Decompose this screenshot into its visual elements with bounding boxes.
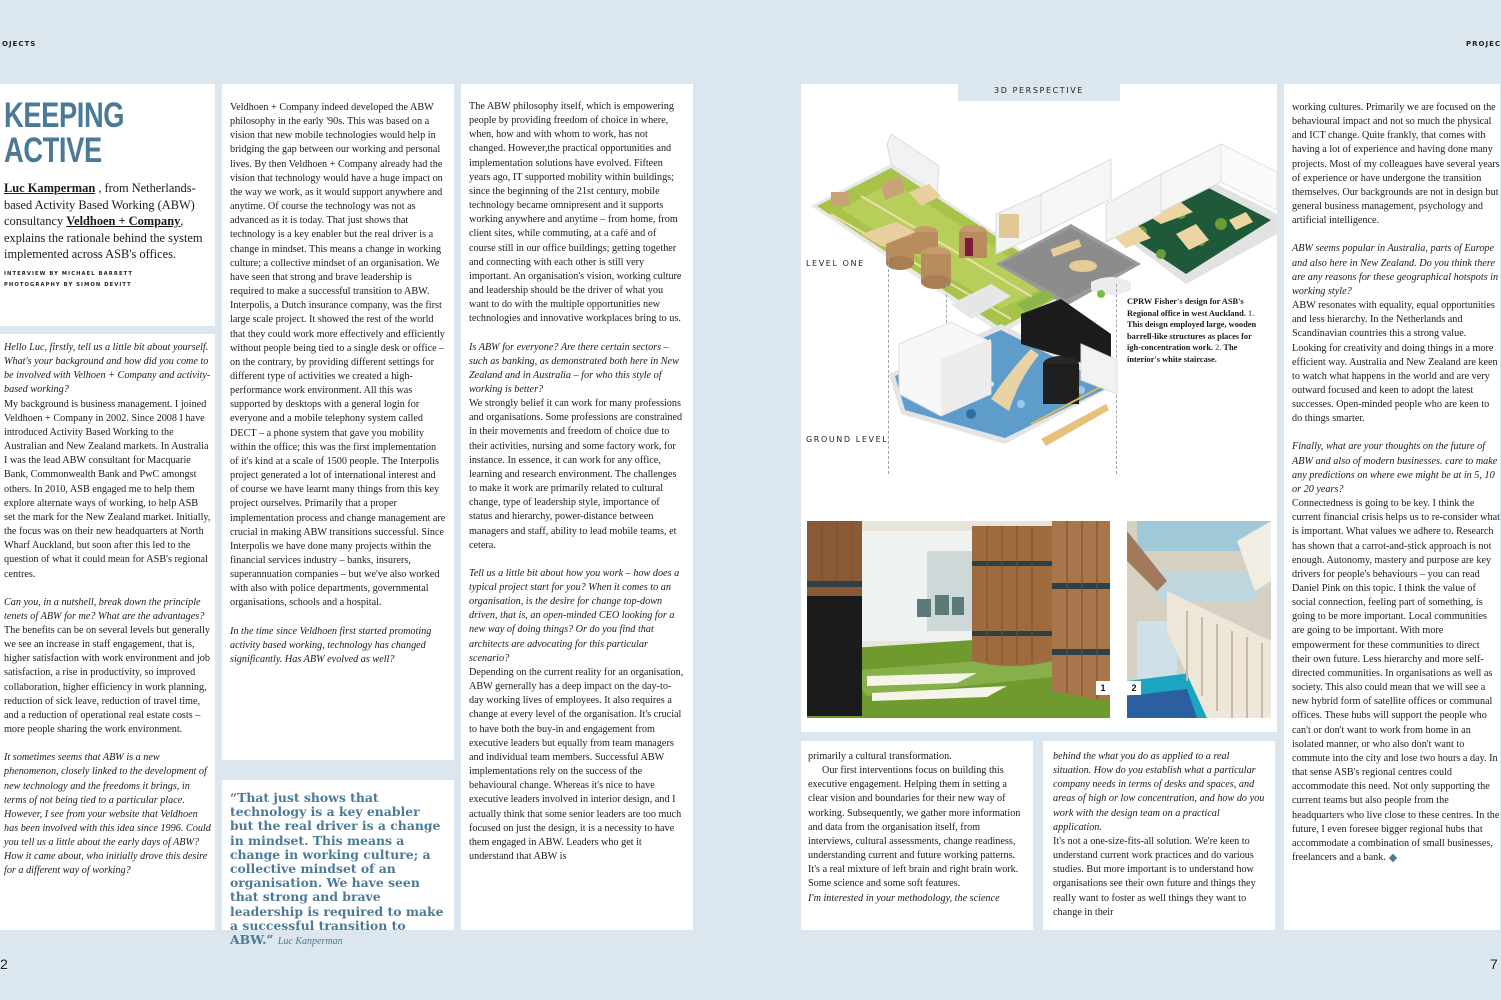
- answer-8: ABW resonates with equality, equal opportunities and less hierarchy. In the Netherlands and Scandinavian countries this a strong value. Looking for creativity and doing things in a more efficient way. Australia and New Zealand are keen to watch what happens in the world and are very outward focused and keen to adopt the latest successes. Open-minded people who are keen to do things smarter.: [1292, 300, 1498, 425]
- photo-2-badge: 2: [1127, 681, 1141, 695]
- question-4: In the time since Veldhoen first started promoting activity based working, technology has changed significantly. Has ABW evolved as well?: [230, 625, 432, 665]
- article-title: [4, 98, 165, 168]
- ground-level-floorplan-illustration: [881, 304, 1121, 494]
- question-3: It sometimes seems that ABW is a new phenomenon, closely linked to the development of new technology and the freedoms it brings, in terms of not being tied to a particular place. However, I see from your website that Veldhoen has been involved with this idea since 1996. Could you tell us a little about the early days of ABW? How it came about, who initially drove this desire for a different way of working?: [4, 752, 211, 877]
- question-1: Hello Luc, firstly, tell us a little bit about yourself. What's your background and how did you come to be involved with Velhoen + Company and activity-based working?: [4, 342, 211, 396]
- photo-1-badge: 1: [1096, 681, 1110, 695]
- column-3: [461, 84, 693, 930]
- photo-white-staircase: [1127, 521, 1271, 718]
- figure-panel: [801, 84, 1277, 732]
- title-panel: [0, 84, 215, 326]
- column-2: [222, 84, 454, 760]
- question-7-end: behind the what you do as applied to a real situation. How do you establish what a particular company needs in terms of desks and spaces, and areas of high or low concentration, and how do you work with the design team on a practical application.: [1053, 751, 1265, 833]
- answer-3: Veldhoen + Company indeed developed the ABW philosophy in the early '90s. This was based on a vision that new mobile technologies would help in bridging the gap between our working and personal lives. By then Veldhoen + Company already had the vision that technology would have a huge impact on the way we work, as it would support anywhere and anytime. Of course the technology was not as advanced as it is today. That just shows that technology is a key enabler but the real driver is a change in mindset. This means a change in working culture; a collective mindset of an organisation. We have seen that strong and brave leadership is required to make a successful transition to ABW. Interpolis, a Dutch insurance company, was the first large scale project. It showed the rest of the world that they could work more effectively and efficiently without people being tied to a single desk or office – on the contrary, by providing different settings for different type of activities we created a high-performance work environment. All this was supported by desktops with a general login for everyone and a mobile telephony system called DECT – a phone system that gave you mobility within the office; this was the first implementation of it's kind at a scale of 1500 people. The Interpolis project generated a lot of international interest and of course we have learnt many things from this key project ourselves. Primarily that a proper implementation process and change management are crucial in making ABW transitions successful. Since Interpolis we have done many projects within the financial services industry – banks, insurers, superannuation companies – but we've also worked with also with police departments, governmental organisations, schools and a hospital.: [230, 102, 446, 609]
- answer-5: We strongly belief it can work for many professions and organisations. Some professions are constrained in their movements and freedom of choice due to their activities, nursing and some factory work, for instance. In essence, it can work for any office, learning and research environment. The challenges to make it work are primarily related to cultural change, type of leadership style, importance of status and hierarchy, power-distance between managers and staff, ability to lead mobile teams, et cetera.: [469, 398, 683, 551]
- company-name: Veldhoen + Company: [66, 214, 181, 228]
- standfirst: [4, 180, 211, 263]
- caption-text-2: This deisgn employed large, wooden barrell-like structures as places for igh-concentration work.: [1127, 320, 1257, 353]
- column-1: [0, 334, 215, 930]
- running-head-left: OJECTS: [2, 40, 37, 48]
- answer-9: [1292, 497, 1500, 865]
- pull-quote-byline: Luc Kanperman: [277, 936, 343, 948]
- answer-4: The ABW philosophy itself, which is empowering people by providing freedom of choice in where, when, how and with whom to work, has not changed. However,the practical opportunities and implementation solutions have evolved. Fifteen years ago, IT supported mobility within buildings; since the beginning of the 21st century, mobile technology became omnipresent and it supports working anywhere and anytime – from home, from client sites, while commuting, at a café and of course still in our office buildings; getting together and connecting with each other is still very important. An organisation's vision, working culture and leadership should be the driver of what you want to do with the multiple opportunities new technologies and innovative workplaces bring to us.: [469, 101, 682, 325]
- caption-number-2: 2.: [1215, 343, 1222, 353]
- 3d-perspective-tab: 3D PERSPECTIVE: [958, 78, 1120, 101]
- standfirst-text-1: , from Netherlands-based Activity Based Working (ABW) consultancy: [4, 181, 196, 228]
- credits: [4, 269, 211, 291]
- interviewee-name: Luc Kamperman: [4, 181, 96, 195]
- answer-7-continued: working cultures. Primarily we are focused on the behavioural impact and not so much the physical and ICT change. Quite frankly, that comes with having a lot of experience and having done many projects. Most of my colleagues have several years of experience or have undergone the transition themselves. Our backgrounds are not in design but general business management, psychology and artificial intelligence.: [1292, 102, 1500, 227]
- question-2: Can you, in a nutshell, break down the principle tenets of ABW for me? What are the advantages?: [4, 596, 205, 622]
- answer-9-text: Connectedness is going to be key. I think the current financial crisis helps us to re-consider what is important. What values we adhere to. Research has shown that a carrot-and-stick approach is not enough. Autonomy, mastery and purpose are key drivers for people's behaviours – you can read Daniel Pink on this topic. I think the value of social connection, feeling part of something, is going to be more important. Local communities are going to be important. With more empowerment for these communities to direct their own future. Less hierarchy and more self-directed communities. In organisations as well as society. This also could mean that we will see a new hybrid form of satellite offices or communal offices. These hubs will support the people who can't or don't want to work from home in an isolated manner, or who also don't want to commute into the city and lose two hours a day. In that sense ASB's regional centres could accommodate this need. Not only supporting the current teams but also people from the headquarters who live close to these centres. In the future, I even foresee bigger regional hubs that accommodate a combination of small businesses, freelancers and a bank.: [1292, 498, 1500, 863]
- pull-quote: [230, 791, 446, 949]
- credit-interview: INTERVIEW BY MICHAEL BARRETT: [4, 270, 134, 277]
- answer-6-paragraph-2: Our first interventions focus on building this executive engagement. Helping them in setting a clear vision and boundaries for their new way of working. Subsequently, we gather more information and data from the organisation itself, from interviews, cultural assessments, change readiness, understanding current and future working patterns. It's a real mixture of left brain and right brain work. Some science and some soft features.: [808, 765, 1021, 890]
- answer-7: It's not a one-size-fits-all solution. We're keen to understand current work practices and do various studies. But more important is to understand how organisations see their own future and things they really want to foster as well things they want to change in their: [1053, 835, 1256, 918]
- column-4: [801, 741, 1033, 930]
- question-6: Tell us a little bit about how you work – how does a typical project start for you? When it comes to an organisation, is the desire for change top-down driven, that is, an open-minded CEO looking for a new way of doing things? Or do you find that architects are advocating for this particular scenario?: [469, 567, 680, 664]
- question-7-start: I'm interested in your methodology, the science: [808, 892, 1000, 904]
- caption-text-3: The interior's white staircase.: [1127, 343, 1238, 364]
- credit-photo: PHOTOGRAPHY BY SIMON DEVITT: [4, 281, 132, 288]
- answer-1: My background is business management. I joined Veldhoen + Company in 2002. Since 2008 I have introduced Activity Based Working to the Australian and New Zealand markets. In Australia I was the lead ABW consultant for Macquarie Bank, Commonwealth Bank and PwC amongst others. In 2010, ASB engaged me to help them explore alternate ways of working, to help ASB set the mark for the New Zealand market. Initially, the focus was on their new headquarters at North Wharf Auckland, but soon after this led to the question of what it could mean for ASB's regional centres.: [4, 398, 211, 580]
- pull-quote-text: “That just shows that technology is a key enabler but the real driver is a change in mindset. This means a change in working culture; a collective mindset of an organisation. We have seen that strong and brave leadership is required to make a successful transition to ABW.”: [230, 790, 444, 948]
- standfirst-text-2: , explains the rationale behind the system implemented across ASB's offices.: [4, 214, 203, 261]
- column-6: [1284, 84, 1500, 930]
- answer-6-continued: primarily a cultural transformation.: [808, 751, 952, 762]
- figure-caption: [1127, 296, 1262, 366]
- answer-6: Depending on the current reality for an organisation, ABW gernerally has a deep impact on the day-to-day working lives of employees. It also requires a change at every level of the organisation. It's crucial to have both the buy-in and engagement from executive leaders but equally from team managers and individual team members. Successful ABW implementations rely on the success of the behavioural change. Whereas it's nice to have executive leaders involved in interior design, and I actually think that some senior leaders are too much focused on just the design, it is a necessity to have them engaged in ABW. Leaders who get it understand that ABW is: [469, 666, 684, 862]
- running-head-right: PROJEC: [1466, 40, 1501, 48]
- title-line-2: ACTIVE: [4, 131, 102, 170]
- ground-level-label: GROUND LEVEL: [806, 435, 889, 444]
- question-9: Finally, what are your thoughts on the future of ABW and also of modern businesses. care to make any predictions on where ewe might be at in 5, 10 or 20 years?: [1292, 441, 1498, 495]
- title-line-1: KEEPING: [4, 96, 125, 135]
- caption-text-1: CPRW Fisher's design for ASB's Regional office in west Auckland.: [1127, 297, 1246, 318]
- question-5: Is ABW for everyone? Are there certain sectors – such as banking, as demonstrated both here in New Zealand and in Australia – for who this style of working is better?: [469, 341, 679, 395]
- pull-quote-panel: [222, 780, 454, 948]
- answer-2: The benefits can be on several levels but generally we see an increase in staff engagement, that is, higher satisfaction with work environment and job satisfaction, a rise in productivity, so improved collaboration, higher efficiency in work planning, reduction of sick leave, reduction of travel time, and a reduction of operational real estate costs – more people sharing the work environment.: [4, 624, 210, 736]
- level-one-label: LEVEL ONE: [806, 259, 865, 268]
- end-mark-diamond-icon: [1389, 853, 1397, 861]
- question-8: ABW seems popular in Australia, parts of Europe and also here in New Zealand. Do you think there are any reasons for these geographical hotspots in working style?: [1292, 243, 1499, 297]
- caption-number-1: 1.: [1247, 308, 1255, 318]
- photo-barrel-pods: [807, 521, 1110, 718]
- column-5: [1043, 741, 1275, 930]
- page-number-left: 2: [0, 956, 8, 972]
- page-number-right: 7: [1490, 956, 1498, 972]
